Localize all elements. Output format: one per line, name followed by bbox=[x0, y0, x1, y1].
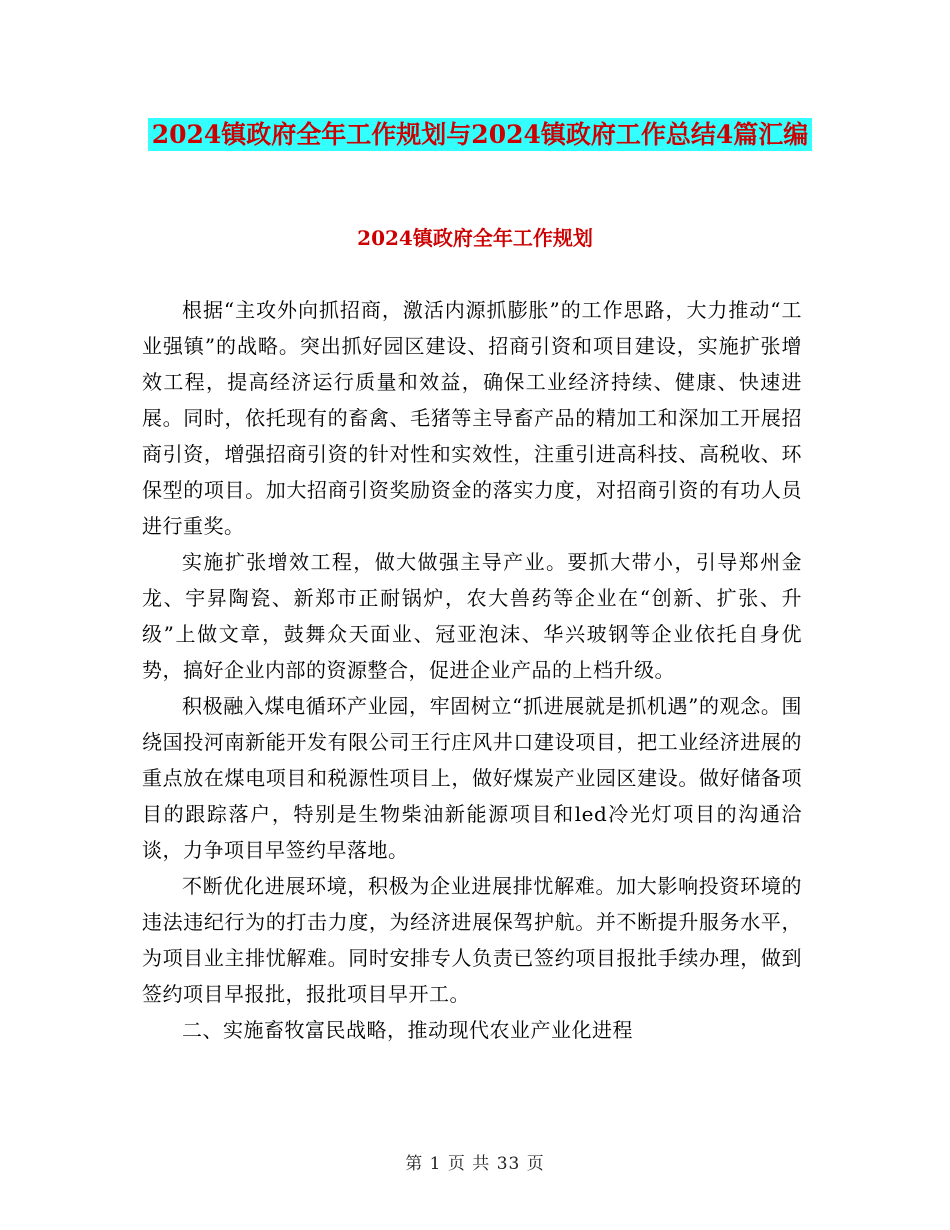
document-title bbox=[140, 112, 820, 158]
document-title-text: 2024镇政府全年工作规划与2024镇政府工作总结4篇汇编 bbox=[148, 118, 813, 151]
paragraph: 根据“主攻外向抓招商，激活内源抓膨胀”的工作思路，大力推动“工业强镇”的战略。突出抓好园区建设、招商引资和项目建设，实施扩张增效工程，提高经济运行质量和效益，确保工业经济持续、健康、快速进展。同时，依托现有的畜禽、毛猪等主导畜产品的精加工和深加工开展招商引资，增强招商引资的针对性和实效性，注重引进高科技、高税收、环保型的项目。加大招商引资奖励资金的落实力度，对招商引资的有功人员进行重奖。 bbox=[142, 298, 802, 538]
document-body bbox=[142, 292, 802, 1048]
paragraph: 不断优化进展环境，积极为企业进展排忧解难。加大影响投资环境的违法违纪行为的打击力度，为经济进展保驾护航。并不断提升服务水平，为项目业主排忧解难。同时安排专人负责已签约项目报批手续办理，做到签约项目早报批，报批项目早开工。 bbox=[142, 874, 802, 1006]
section-title: 2024镇政府全年工作规划 bbox=[357, 226, 593, 250]
paragraph: 实施扩张增效工程，做大做强主导产业。要抓大带小，引导郑州金龙、宇昇陶瓷、新郑市正耐锅炉，农大兽药等企业在“创新、扩张、升级”上做文章，鼓舞众天面业、冠亚泡沫、华兴玻钢等企业依托自身优势，搞好企业内部的资源整合，促进企业产品的上档升级。 bbox=[142, 550, 802, 682]
paragraph: 二、实施畜牧富民战略，推动现代农业产业化进程 bbox=[182, 1018, 633, 1042]
paragraph: 积极融入煤电循环产业园，牢固树立“抓进展就是抓机遇”的观念。围绕国投河南新能开发有限公司王行庄风井口建设项目，把工业经济进展的重点放在煤电项目和税源性项目上，做好煤炭产业园区建设。做好储备项目的跟踪落户，特别是生物柴油新能源项目和led冷光灯项目的沟通洽谈，力争项目早签约早落地。 bbox=[142, 694, 802, 862]
page-footer: 第 1 页 共 33 页 bbox=[405, 1154, 545, 1174]
